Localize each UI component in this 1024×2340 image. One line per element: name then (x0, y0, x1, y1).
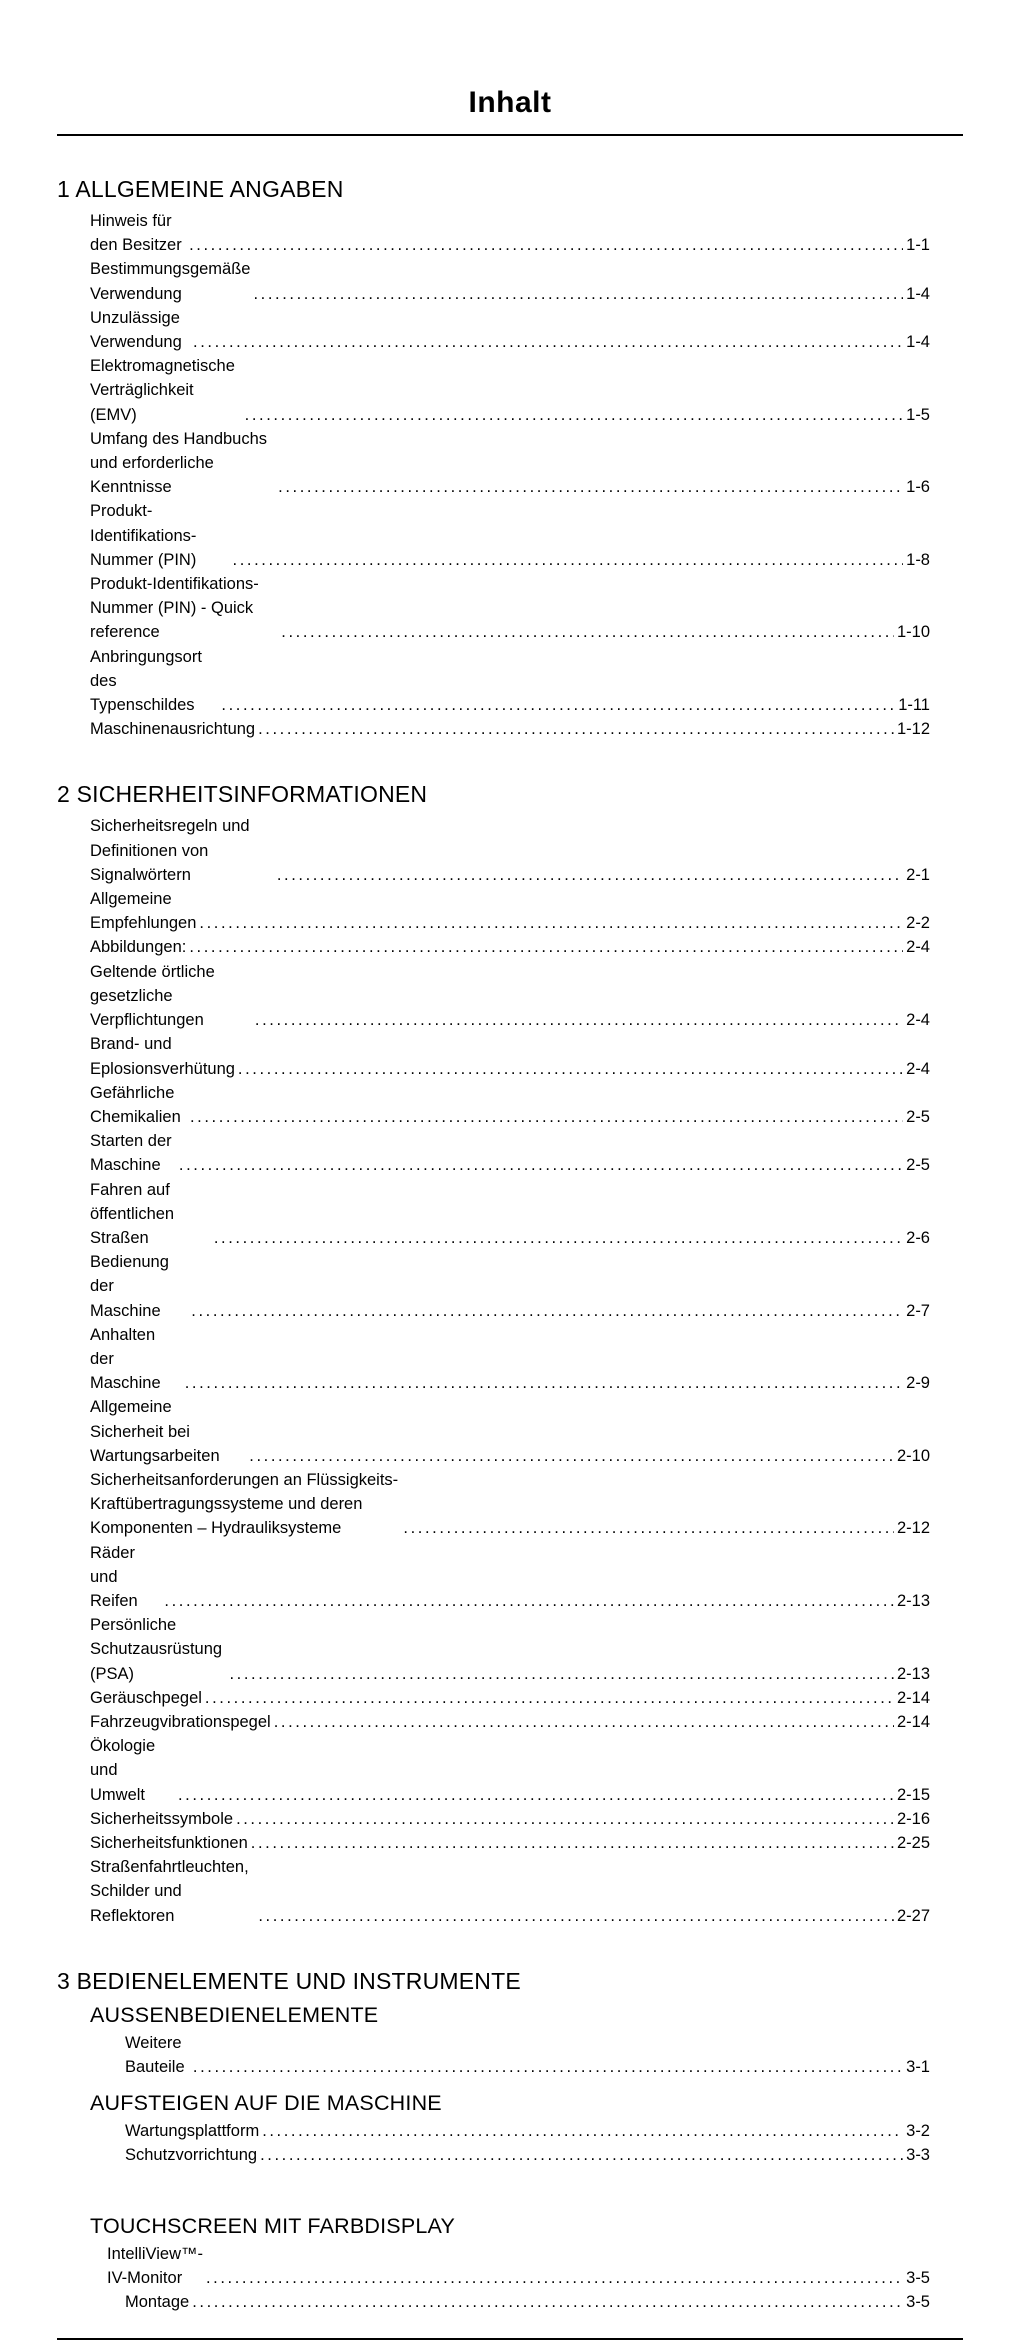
toc-page-number: 2-10 (896, 1446, 930, 1465)
toc-entry (90, 1323, 930, 1396)
toc-entry (90, 887, 930, 935)
toc-entry-label: Fahren auf öffentlichen Straßen (90, 1180, 175, 1247)
toc-entry (90, 814, 930, 887)
dot-leader (205, 1686, 894, 1710)
dot-leader (262, 2119, 903, 2143)
toc-page-number: 2-14 (896, 1712, 930, 1731)
toc-entry-label: Ökologie und Umwelt (90, 1737, 156, 1804)
toc-entry (125, 2290, 930, 2314)
toc-entry-label: Straßenfahrtleuchten, Schilder und Reflektoren (90, 1858, 249, 1925)
dot-leader (185, 1371, 903, 1395)
toc-entry (125, 2031, 930, 2079)
toc-page-number: 3-5 (906, 2268, 930, 2287)
toc-entry-label: Sicherheitsregeln und Definitionen von Signalwörtern (90, 817, 250, 884)
toc-entry (90, 1613, 930, 1686)
toc-entry (90, 427, 930, 500)
toc-entry-label: Produkt-Identifikations-Nummer (PIN) (90, 502, 197, 569)
toc-page-number: 1-6 (906, 478, 930, 497)
subsection-heading: TOUCHSCREEN MIT FARBDISPLAY (90, 2213, 455, 2238)
toc-entry (90, 1855, 930, 1928)
toc-section (57, 176, 963, 741)
dot-leader (253, 282, 903, 306)
dot-leader (206, 2266, 903, 2290)
dot-leader (277, 863, 903, 887)
toc-entry-label: Räder und Reifen (90, 1543, 138, 1610)
toc-entry (90, 354, 930, 427)
toc-entry-label: Hinweis für den Besitzer (90, 212, 182, 255)
dot-leader (236, 1807, 894, 1831)
dot-leader (189, 233, 903, 257)
dot-leader (249, 1444, 894, 1468)
toc-entry-label: Wartungsplattform (125, 2122, 260, 2141)
toc-page-number: 2-13 (896, 1591, 930, 1610)
toc-entry (125, 2119, 930, 2143)
dot-leader (192, 2290, 903, 2314)
dot-leader (251, 1831, 894, 1855)
toc-entry (90, 1686, 930, 1710)
toc-page-number: 3-5 (906, 2293, 930, 2312)
dot-leader (229, 1662, 894, 1686)
toc-entry (90, 257, 930, 305)
toc-entry (90, 1831, 930, 1855)
dot-leader (258, 1904, 894, 1928)
toc-entry-label: Maschinenausrichtung (90, 720, 256, 739)
subsection-heading: AUFSTEIGEN AUF DIE MASCHINE (90, 2091, 442, 2116)
toc-subsection (57, 2214, 963, 2315)
dot-leader (278, 475, 903, 499)
toc-entry-label: Brand- und Eplosionsverhütung (90, 1035, 235, 1078)
dot-leader (260, 2143, 903, 2167)
toc-entry (90, 1081, 930, 1129)
toc-entry-label: Allgemeine Empfehlungen (90, 890, 197, 933)
toc-page-number: 2-7 (906, 1301, 930, 1320)
toc-entry (90, 1250, 930, 1323)
toc-entry (90, 1395, 930, 1468)
toc-page-number: 2-9 (906, 1374, 930, 1393)
toc-section (57, 781, 963, 1927)
toc-entry-label: Persönliche Schutzausrüstung (PSA) (90, 1616, 223, 1683)
entry-list (90, 814, 930, 1927)
dot-leader (199, 911, 903, 935)
toc-page-number: 2-25 (896, 1834, 930, 1852)
toc-entry (90, 1032, 930, 1080)
toc-page-number: 3-3 (906, 2146, 930, 2165)
dot-leader (179, 1153, 903, 1177)
toc-entry-label: Bestimmungsgemäße Verwendung (90, 260, 251, 303)
toc-subsection (57, 2003, 963, 2079)
toc-page-number: 2-12 (896, 1519, 930, 1538)
toc-entry-label: Schutzvorrichtung (125, 2146, 258, 2165)
toc-page-number: 1-12 (896, 720, 930, 739)
toc-entry (90, 1468, 930, 1541)
toc-entry (90, 1178, 930, 1251)
toc-entry (125, 2143, 930, 2167)
toc-page-number: 1-8 (906, 550, 930, 569)
entry-list (90, 209, 930, 741)
dot-leader (258, 717, 894, 741)
toc-entry-label: Unzulässige Verwendung (90, 308, 182, 352)
dot-leader (191, 1299, 903, 1323)
dot-leader (245, 403, 903, 427)
toc-entry (90, 1129, 930, 1177)
toc-page-number: 2-4 (906, 938, 930, 957)
toc-entry-label: Montage (125, 2293, 190, 2312)
dot-leader (214, 1226, 903, 1250)
subsection-heading: AUSSENBEDIENELEMENTE (90, 2002, 379, 2027)
dot-leader (255, 1008, 903, 1032)
toc-entry-label: IntelliView™-IV-Monitor (107, 2244, 203, 2287)
page-title: Inhalt (468, 86, 552, 119)
toc-page-number: 2-13 (896, 1664, 930, 1683)
toc-page-number: 3-1 (906, 2058, 930, 2077)
entry-list (90, 2031, 930, 2079)
toc-page-number: 1-1 (906, 236, 930, 255)
dot-leader (190, 1105, 903, 1129)
toc-entry-label: Gefährliche Chemikalien (90, 1083, 181, 1126)
toc-entry (107, 2242, 930, 2290)
toc-entry-label: Bedienung der Maschine (90, 1253, 169, 1320)
dot-leader (403, 1516, 894, 1540)
toc-page-number: 2-4 (906, 1011, 930, 1030)
toc-page-number: 2-14 (896, 1688, 930, 1707)
dot-leader (178, 1783, 894, 1807)
toc-entry-label: Weitere Bauteile (125, 2033, 185, 2077)
toc-entry (90, 645, 930, 718)
toc-entry-label: Anbringungsort des Typenschildes (90, 647, 202, 715)
section-heading: 2 SICHERHEITSINFORMATIONEN (57, 781, 428, 808)
toc-section (57, 1968, 963, 2314)
toc-page-number: 1-5 (906, 405, 930, 424)
entry-list (90, 2119, 930, 2167)
toc-entry-label: Umfang des Handbuchs und erforderliche Kenntnisse (90, 429, 268, 497)
toc-page-number: 2-15 (896, 1785, 930, 1804)
toc-entry-label: Sicherheitssymbole (90, 1809, 234, 1828)
toc-page-number: 3-2 (906, 2122, 930, 2141)
toc-entry (90, 1541, 930, 1614)
toc-page-number: 2-5 (906, 1107, 930, 1126)
dot-leader (193, 330, 903, 354)
dot-leader (221, 693, 895, 717)
toc-page-number: 2-5 (906, 1156, 930, 1175)
toc-entry (90, 960, 930, 1033)
toc-page-number: 2-16 (896, 1809, 930, 1828)
dot-leader (238, 1057, 903, 1081)
toc-entry-label: Allgemeine Sicherheit bei Wartungsarbeiten (90, 1398, 220, 1465)
toc (57, 176, 963, 2314)
dot-leader (233, 548, 904, 572)
toc-page-number: 2-2 (906, 914, 930, 933)
toc-entry-label: Elektromagnetische Verträglichkeit (EMV) (90, 357, 235, 424)
dot-leader (274, 1710, 894, 1734)
toc-page-number: 1-4 (906, 333, 930, 352)
toc-entry-label: Starten der Maschine (90, 1132, 172, 1175)
toc-entry-label: Anhalten der Maschine (90, 1325, 161, 1393)
toc-page-number: 1-11 (898, 696, 930, 715)
toc-entry (90, 306, 930, 354)
dot-leader (193, 2055, 903, 2079)
toc-entry (90, 717, 930, 741)
toc-page-number: 2-6 (906, 1228, 930, 1247)
toc-entry-label: Sicherheitsfunktionen (90, 1834, 248, 1852)
toc-entry (90, 935, 930, 959)
section-heading: 1 ALLGEMEINE ANGABEN (57, 176, 344, 202)
toc-entry (90, 1710, 930, 1734)
toc-page-number: 1-4 (906, 284, 930, 303)
entry-list (90, 2242, 930, 2315)
toc-subsection (57, 2091, 963, 2167)
toc-entry (90, 1807, 930, 1831)
toc-page-number: 2-27 (896, 1906, 930, 1925)
toc-entry-label: Geräuschpegel (90, 1688, 202, 1707)
toc-entry-label: Produkt-Identifikations-Nummer (PIN) - Quick reference (90, 575, 259, 642)
toc-page-number: 2-4 (906, 1059, 930, 1078)
top-divider (57, 134, 963, 136)
section-heading: 3 BEDIENELEMENTE UND INSTRUMENTE (57, 1967, 521, 1994)
toc-entry-label: Sicherheitsanforderungen an Flüssigkeits-Kraftübertragungssysteme und deren Komponenten – Hydrauliksysteme (90, 1470, 399, 1538)
toc-entry-label: Geltende örtliche gesetzliche Verpflichtungen (90, 962, 215, 1030)
dot-leader (281, 620, 894, 644)
toc-entry-label: Abbildungen: (90, 938, 187, 957)
toc-entry (90, 499, 930, 572)
dot-leader (164, 1589, 894, 1613)
dot-leader (189, 935, 903, 959)
toc-entry (90, 572, 930, 645)
toc-page-number: 1-10 (896, 623, 930, 642)
toc-page-number: 2-1 (906, 865, 930, 884)
toc-entry (90, 1734, 930, 1807)
toc-entry (90, 209, 930, 257)
toc-entry-label: Fahrzeugvibrationspegel (90, 1712, 271, 1731)
